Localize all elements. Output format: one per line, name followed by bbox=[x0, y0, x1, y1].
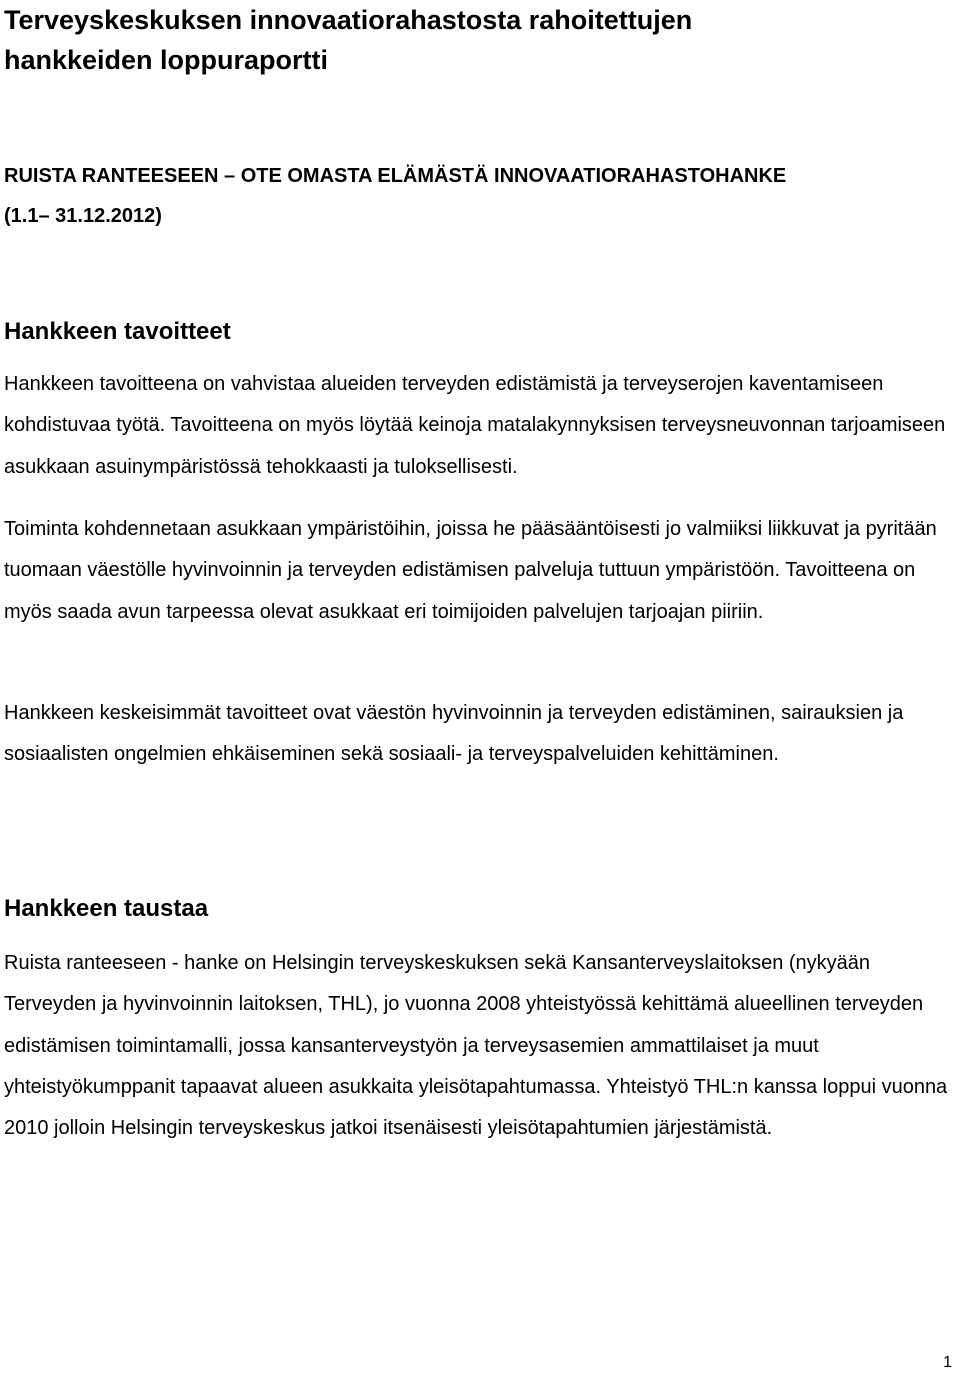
goals-paragraph-3: Hankkeen keskeisimmät tavoitteet ovat väestön hyvinvoinnin ja terveyden edistäminen, sairauksien ja sosiaalisten ongelmien ehkäiseminen sekä sosiaali- ja terveyspalveluiden kehittäminen. bbox=[4, 702, 904, 766]
goals-paragraph-2: Toiminta kohdennetaan asukkaan ympäristöihin, joissa he pääsääntöisesti jo valmiiksi liikkuvat ja pyritään tuomaan väestölle hyvinvoinnin ja terveyden edistämisen palveluja tuttuun ympäristöön. Tavoitteena on myös saada avun tarpeessa olevat asukkaat eri toimijoiden palvelujen tarjoajan piiriin. bbox=[4, 518, 937, 623]
document-title-line-2: hankkeiden loppuraportti bbox=[4, 45, 329, 75]
goals-heading: Hankkeen tavoitteet bbox=[4, 318, 231, 345]
goals-paragraph-1: Hankkeen tavoitteena on vahvistaa alueiden terveyden edistämistä ja terveyserojen kaventamiseen kohdistuvaa työtä. Tavoitteena on myös löytää keinoja matalakynnyksisen terveysneuvonnan tarjoamiseen asukkaan asuinympäristössä tehokkaasti ja tuloksellisesti. bbox=[4, 373, 946, 478]
background-heading: Hankkeen taustaa bbox=[4, 895, 209, 922]
project-name bbox=[4, 156, 954, 236]
project-period: (1.1– 31.12.2012) bbox=[4, 205, 162, 227]
page-number: 1 bbox=[943, 1354, 952, 1371]
document-title-line-1: Terveyskeskuksen innovaatiorahastosta rahoitettujen bbox=[4, 5, 693, 35]
project-name-line-1: RUISTA RANTEESEEN – OTE OMASTA ELÄMÄSTÄ INNOVAATIORAHASTOHANKE bbox=[4, 165, 787, 187]
document-title bbox=[4, 0, 944, 80]
background-paragraph-1: Ruista ranteeseen - hanke on Helsingin terveyskeskuksen sekä Kansanterveyslaitoksen (nykyään Terveyden ja hyvinvoinnin laitoksen, THL), jo vuonna 2008 yhteistyössä kehittämä alueellinen terveyden edistämisen toimintamalli, jossa kansanterveystyön ja terveysasemien ammattilaiset ja muut yhteistyökumppanit tapaavat alueen asukkaita yleisötapahtumassa. Yhteistyö THL:n kanssa loppui vuonna 2010 jolloin Helsingin terveyskeskus jatkoi itsenäisesti yleisötapahtumien järjestämistä. bbox=[4, 952, 948, 1140]
